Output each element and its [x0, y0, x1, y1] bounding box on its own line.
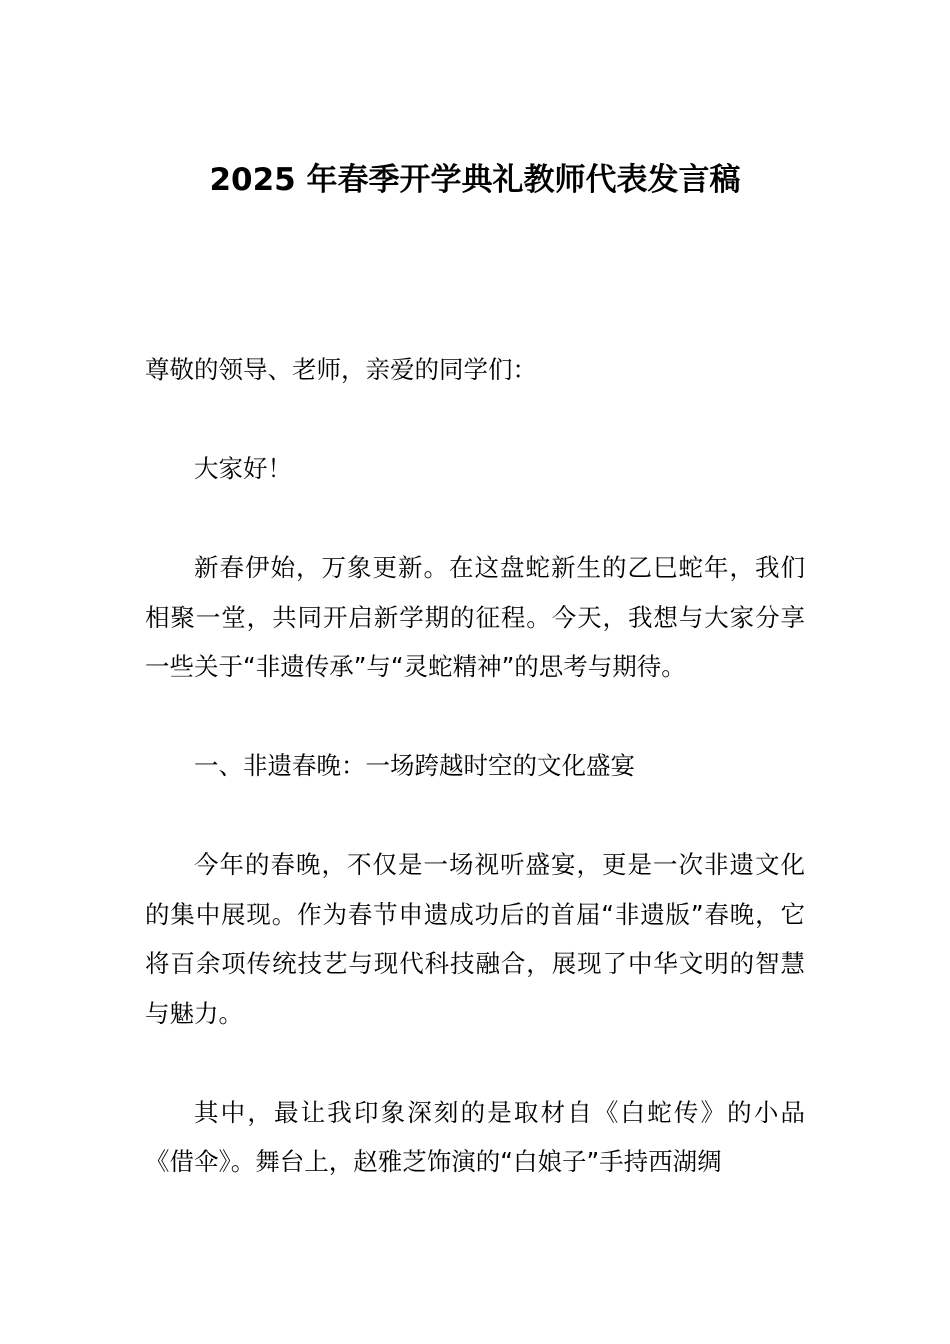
intro-paragraph: 新春伊始，万象更新。在这盘蛇新生的乙巳蛇年，我们相聚一堂，共同开启新学期的征程。今天，我想与大家分享一些关于“非遗传承”与“灵蛇精神”的思考与期待。 — [145, 553, 805, 681]
salutation-paragraph: 尊敬的领导、老师，亲爱的同学们： — [145, 355, 537, 384]
document-body — [145, 345, 805, 1236]
section-heading-1: 一、非遗春晚：一场跨越时空的文化盛宴 — [194, 751, 635, 780]
greeting-paragraph: 大家好！ — [194, 454, 292, 483]
document-title: 2025 年春季开学典礼教师代表发言稿 — [209, 162, 741, 198]
body-paragraph: 今年的春晚，不仅是一场视听盛宴，更是一次非遗文化的集中展现。作为春节申遗成功后的首届“非遗版”春晚，它将百余项传统技艺与现代科技融合，展现了中华文明的智慧与魅力。 — [145, 850, 805, 1028]
body-paragraph: 其中，最让我印象深刻的是取材自《白蛇传》的小品《借伞》。舞台上，赵雅芝饰演的“白娘子”手持西湖绸 — [145, 1097, 805, 1176]
